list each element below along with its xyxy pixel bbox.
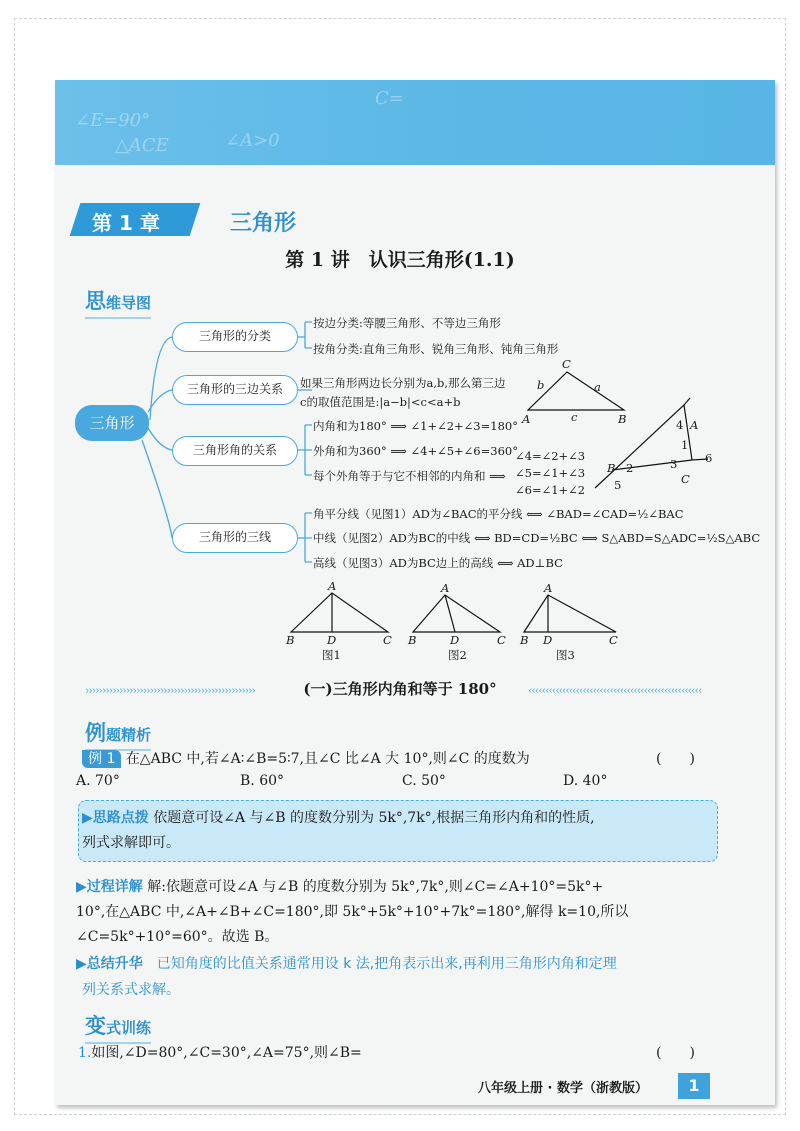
divider-right: ‹‹‹‹‹‹‹‹‹‹‹‹‹‹‹‹‹‹‹‹‹‹‹‹‹‹‹‹‹‹‹‹‹‹‹‹‹‹‹‹‹‹‹‹‹‹‹‹‹‹‹ (528, 684, 702, 697)
fig1-A: A (328, 579, 337, 593)
fig3-C: C (609, 633, 618, 647)
heading-big: 例 (85, 721, 106, 745)
sides-2: c的取值范围是:|a−b|<c<a+b (300, 395, 461, 409)
summary-line-1 (76, 953, 617, 973)
label-1: 1 (681, 438, 689, 452)
label-b: b (537, 378, 545, 392)
line-altitude: 高线（见图3）AD为BC边上的高线 ⟺ AD⊥BC (313, 556, 563, 570)
label-C: C (562, 357, 571, 371)
example-question (82, 748, 530, 768)
node-angles: 三角形角的关系 (172, 436, 298, 466)
angles-1: 内角和为180° ⟹ ∠1+∠2+∠3=180° (313, 419, 518, 433)
label-A: A (522, 412, 531, 426)
process-line-1 (76, 876, 603, 896)
fig2-C: C (497, 633, 506, 647)
sides-1: 如果三角形两边长分别为a,b,那么第三边 (300, 376, 506, 390)
section-title: (一)三角形内角和等于 180° (303, 680, 497, 698)
hint-line-2: 列式求解即可。 (82, 835, 180, 851)
fig3-D: D (543, 633, 553, 647)
summary-tag: ▶总结升华 (76, 956, 143, 972)
practice-q1 (78, 1042, 362, 1062)
option-a: A. 70° (76, 773, 120, 789)
heading-big: 思 (85, 289, 106, 313)
angles-2: 外角和为360° ⟹ ∠4+∠5+∠6=360° (313, 444, 518, 458)
fig1-C: C (383, 633, 392, 647)
hint-tag: ▶思路点拨 (82, 810, 149, 826)
divider-left: ›››››››››››››››››››››››››››››››››››››››››››››››››› (85, 684, 255, 697)
option-c: C. 50° (402, 773, 446, 789)
fig3-label: 图3 (556, 648, 575, 662)
classify-side: 按边分类:等腰三角形、不等边三角形 (313, 316, 501, 330)
q-text: 如图,∠D=80°,∠C=30°,∠A=75°,则∠B= (91, 1045, 362, 1061)
answer-paren: ( ) (656, 751, 695, 767)
node-lines: 三角形的三线 (172, 523, 298, 553)
label-A2: A (690, 418, 699, 432)
fig1-D: D (327, 633, 337, 647)
process-text: 解:依题意可设∠A 与∠B 的度数分别为 5k°,7k°,则∠C=∠A+10°=5k°+ (147, 879, 604, 895)
question-text: 在△ABC 中,若∠A∶∠B=5∶7,且∠C 比∠A 大 10°,则∠C 的度数为 (125, 751, 530, 767)
label-3: 3 (670, 457, 678, 471)
practice-paren: ( ) (656, 1045, 695, 1061)
label-C2: C (681, 472, 690, 486)
lesson-title: 第 1 讲 认识三角形(1.1) (285, 249, 515, 271)
heading-big: 变 (85, 1014, 106, 1038)
summary-text: 已知角度的比值关系通常用设 k 法,把角表示出来,再利用三角形内角和定理 (156, 956, 617, 972)
figure-3 (524, 595, 616, 632)
label-B: B (618, 412, 627, 426)
exterior-2: ∠5=∠1+∠3 (515, 466, 586, 480)
chapter-label: 第 1 章 (92, 211, 160, 235)
label-B2: B (607, 461, 616, 475)
examples-heading (85, 717, 151, 751)
option-d: D. 40° (563, 773, 608, 789)
process-tag: ▶过程详解 (76, 879, 143, 895)
hint-text: 依题意可设∠A 与∠B 的度数分别为 5k°,7k°,根据三角形内角和的性质, (153, 810, 595, 826)
fig2-D: D (450, 633, 460, 647)
label-6: 6 (705, 451, 713, 465)
angles-3: 每个外角等于与它不相邻的内角和 ⟹ (313, 469, 506, 483)
page-number: 1 (678, 1073, 710, 1099)
line-bisector: 角平分线（见图1）AD为∠BAC的平分线 ⟺ ∠BAD=∠CAD=½∠BAC (313, 507, 684, 521)
footer-book: 八年级上册 · 数学（浙教版） (478, 1081, 648, 1096)
process-line-3: ∠C=5k°+10°=60°。故选 B。 (76, 929, 279, 945)
node-sides: 三角形的三边关系 (172, 375, 298, 405)
exterior-1: ∠4=∠2+∠3 (515, 449, 586, 463)
practice-heading (85, 1010, 151, 1044)
fig2-B: B (408, 633, 417, 647)
q-num: 1. (78, 1045, 92, 1061)
fig1-label: 图1 (322, 648, 341, 662)
chapter-name: 三角形 (230, 211, 297, 236)
option-b: B. 60° (240, 773, 285, 789)
label-4: 4 (676, 418, 684, 432)
heading-rest: 式训练 (106, 1019, 152, 1037)
fig3-B: B (520, 633, 529, 647)
node-classify: 三角形的分类 (172, 322, 298, 352)
heading-rest: 题精析 (106, 726, 152, 744)
label-5: 5 (614, 478, 622, 492)
fig1-B: B (286, 633, 295, 647)
classify-angle: 按角分类:直角三角形、锐角三角形、钝角三角形 (313, 342, 559, 356)
example-tag: 例 1 (82, 750, 121, 768)
figure-2 (413, 595, 500, 632)
fig2-label: 图2 (448, 648, 467, 662)
mindmap-center: 三角形 (75, 405, 149, 441)
fig3-A: A (544, 581, 553, 595)
label-2: 2 (626, 461, 634, 475)
label-a: a (594, 380, 601, 394)
exterior-3: ∠6=∠1+∠2 (515, 483, 586, 497)
header-banner: ∠E=90° △ACE ∠A>0 C= (55, 80, 775, 165)
process-line-2: 10°,在△ABC 中,∠A+∠B+∠C=180°,即 5k°+5k°+10°+7k°=180°,解得 k=10,所以 (76, 904, 629, 920)
label-c: c (571, 410, 578, 424)
figure-1 (291, 593, 388, 632)
heading-rest: 维导图 (106, 294, 152, 312)
fig2-A: A (441, 581, 450, 595)
summary-line-2: 列关系式求解。 (82, 982, 180, 998)
line-median: 中线（见图2）AD为BC的中线 ⟺ BD=CD=½BC ⟺ S△ABD=S△ADC=½S△ABC (313, 531, 761, 545)
hint-line-1 (82, 807, 595, 827)
